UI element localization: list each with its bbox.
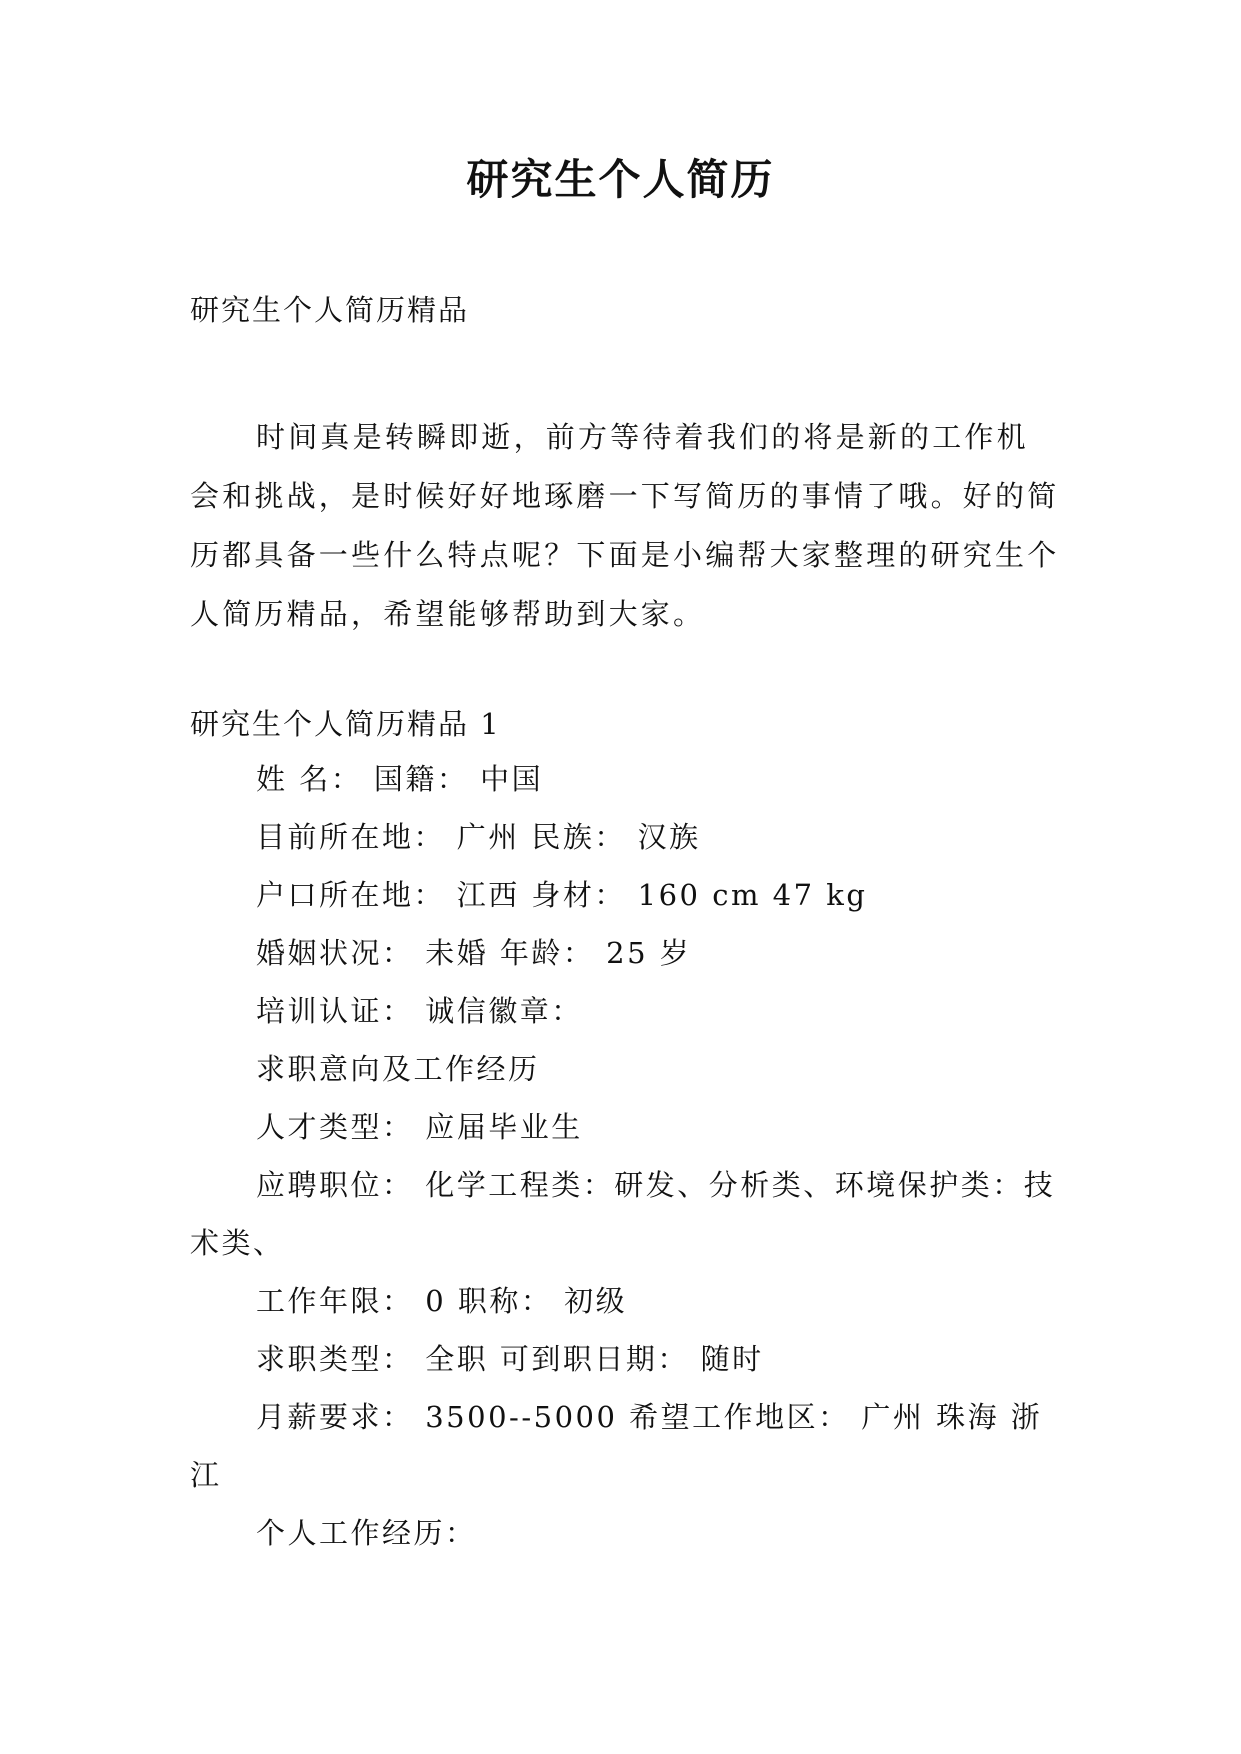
resume-line: 人才类型： 应届毕业生 xyxy=(256,1110,583,1144)
document-title: 研究生个人简历 xyxy=(466,155,775,204)
resume-line: 月薪要求： 3500--5000 希望工作地区： 广州 珠海 浙江 xyxy=(190,1400,1043,1492)
resume-line: 培训认证： 诚信徽章： xyxy=(256,994,583,1028)
resume-line: 姓 名： 国籍： 中国 xyxy=(256,762,544,796)
resume-line: 求职意向及工作经历 xyxy=(256,1052,540,1086)
resume-line: 应聘职位： 化学工程类：研发、分析类、环境保护类：技术类、 xyxy=(190,1168,1056,1260)
resume-line: 个人工作经历： xyxy=(256,1516,477,1550)
resume-field-list xyxy=(190,750,1070,1562)
section-title: 研究生个人简历精品 1 xyxy=(190,707,501,741)
resume-line: 目前所在地： 广州 民族： 汉族 xyxy=(256,820,701,854)
resume-line: 婚姻状况： 未婚 年龄： 25 岁 xyxy=(256,936,692,970)
resume-line: 工作年限： 0 职称： 初级 xyxy=(256,1284,628,1318)
document-subtitle: 研究生个人简历精品 xyxy=(190,293,470,327)
intro-paragraph: 时间真是转瞬即逝，前方等待着我们的将是新的工作机会和挑战，是时候好好地琢磨一下写简历的事情了哦。好的简历都具备一些什么特点呢？下面是小编帮大家整理的研究生个人简历精品，希望能够帮助到大家。 xyxy=(190,420,1060,631)
resume-line: 户口所在地： 江西 身材： 160 cm 47 kg xyxy=(256,878,868,912)
resume-line: 求职类型： 全职 可到职日期： 随时 xyxy=(256,1342,764,1376)
